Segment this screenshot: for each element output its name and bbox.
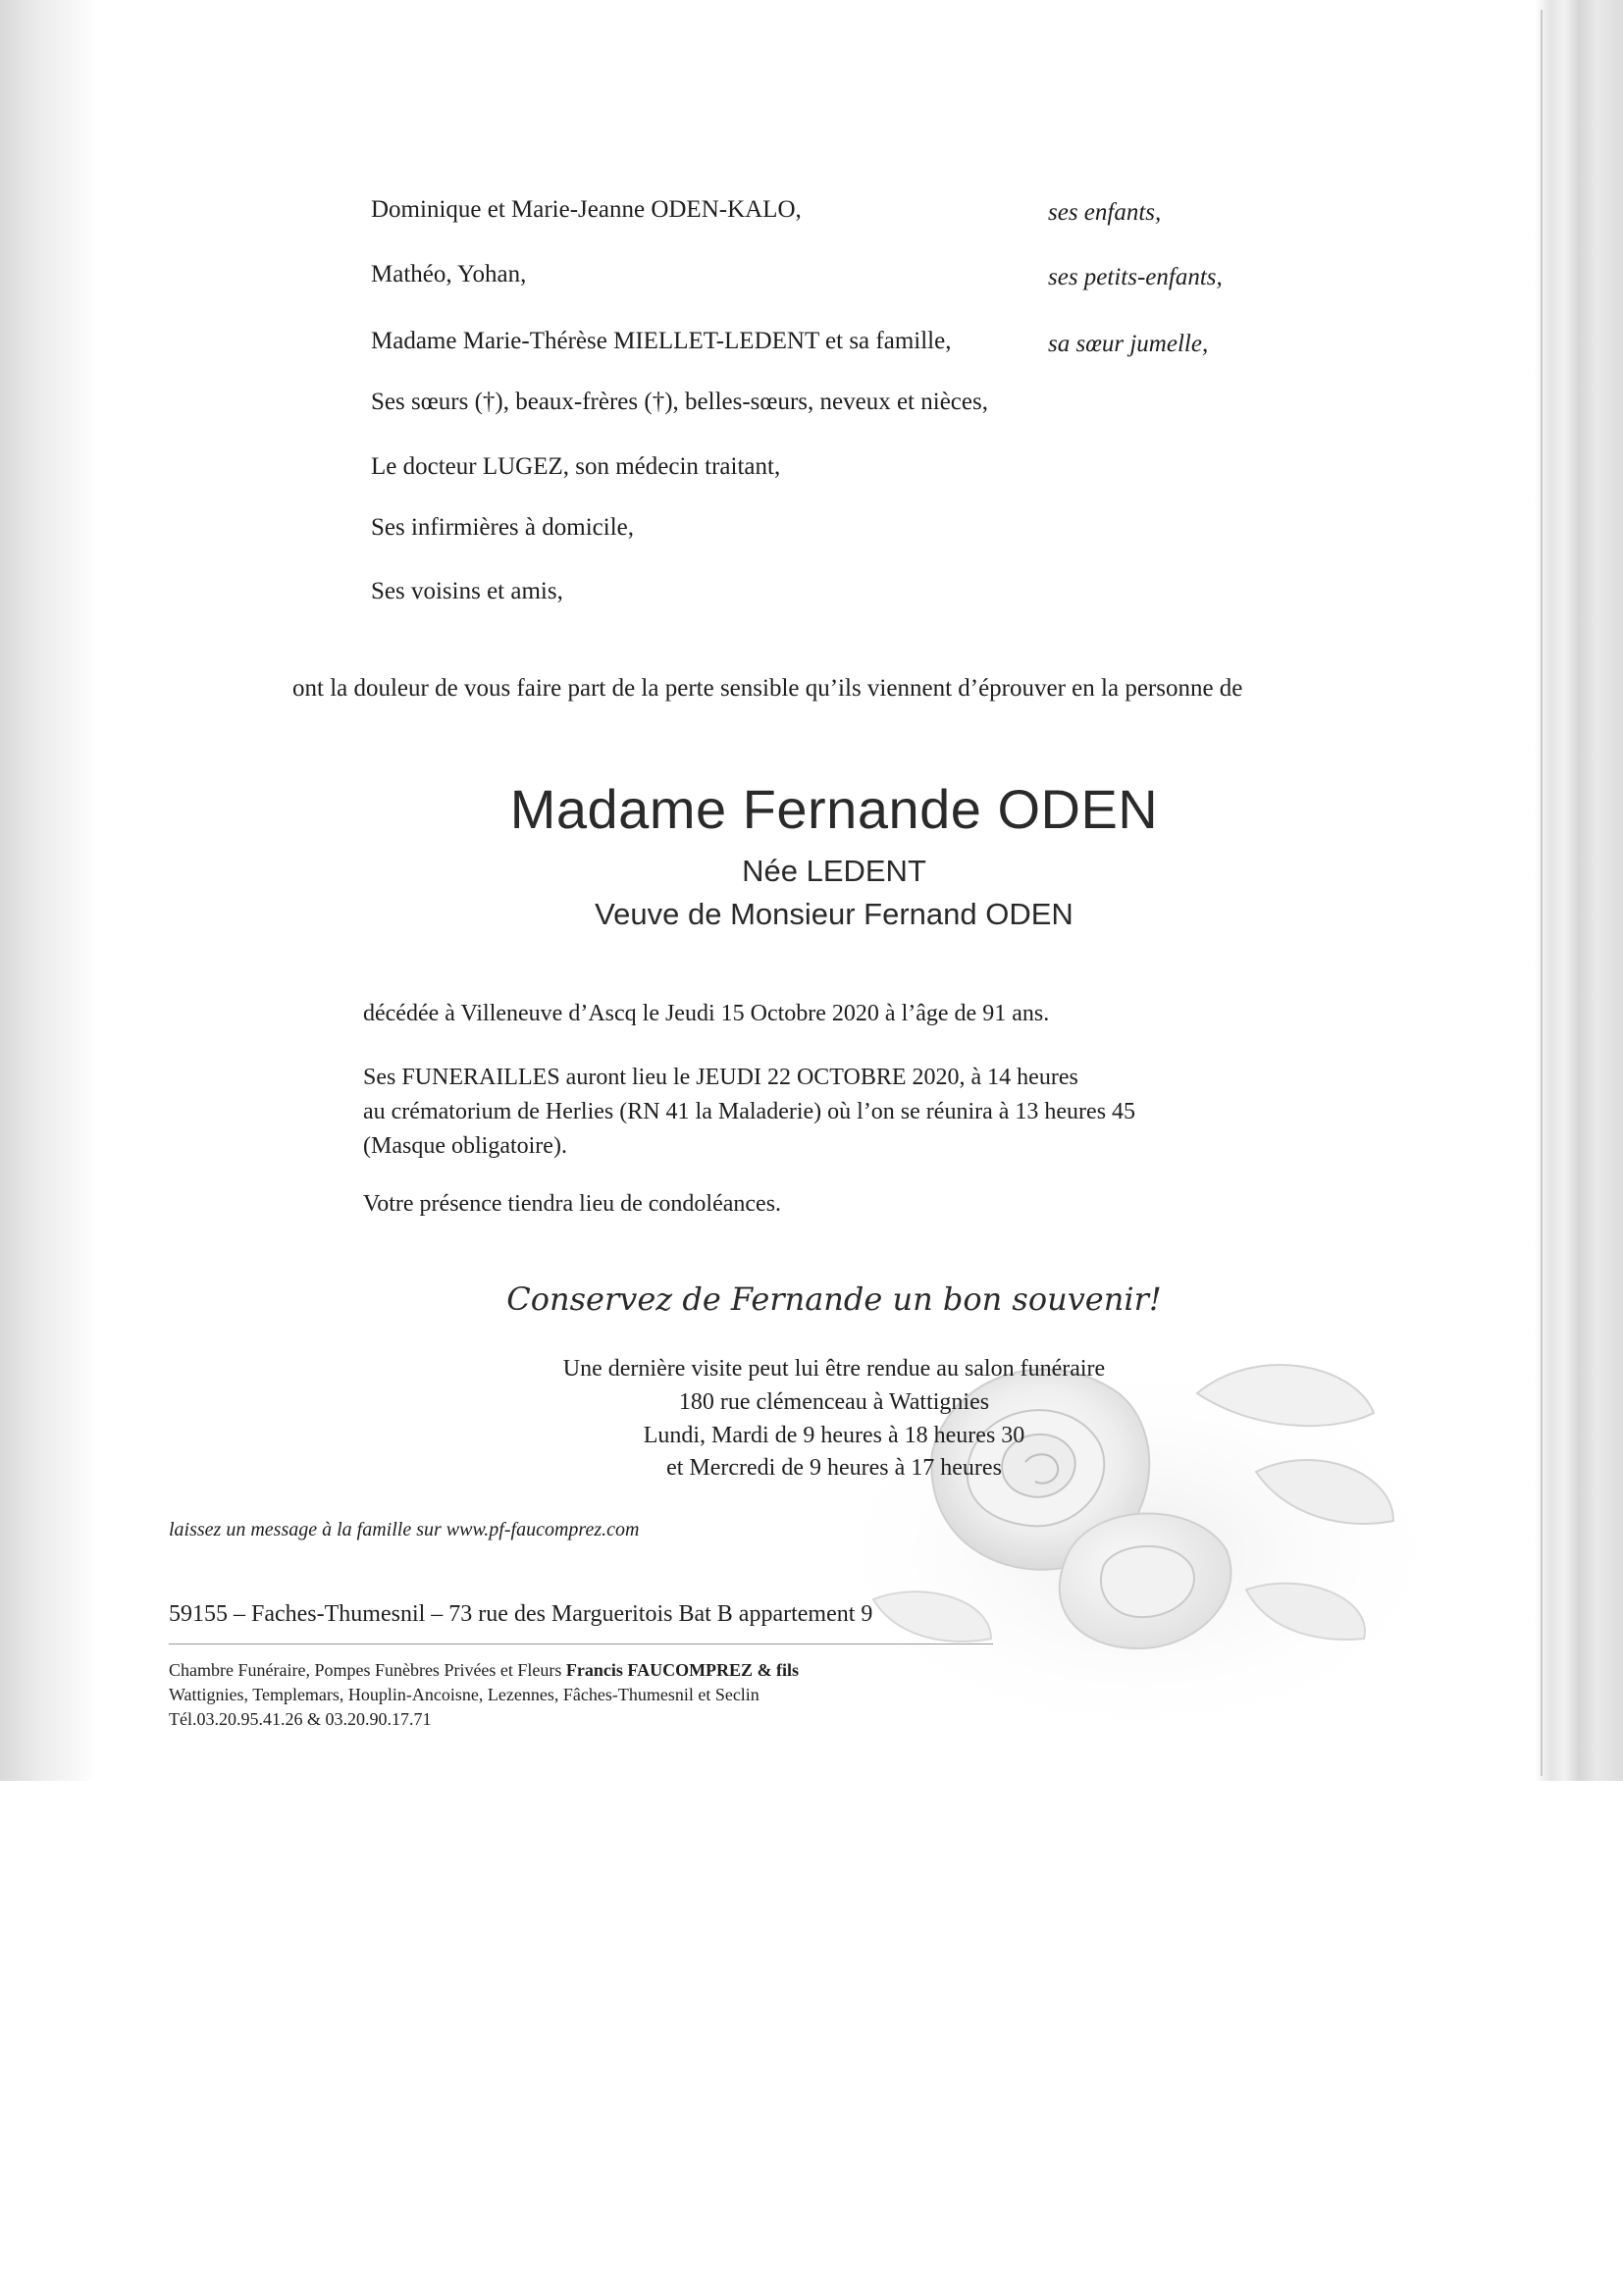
funeral-line-2: au crématorium de Herlies (RN 41 la Maladerie) où l’on se réunira à 13 heures 45 xyxy=(363,1099,1136,1124)
condolences-note: Votre présence tiendra lieu de condoléances. xyxy=(363,1191,782,1217)
signoff-script: Conservez de Fernande un bon souvenir! xyxy=(506,1280,1162,1318)
family-address: 59155 – Faches-Thumesnil – 73 rue des Margueritois Bat B appartement 9 xyxy=(169,1601,873,1627)
funeral-line-3: (Masque obligatoire). xyxy=(363,1133,567,1159)
family-line-nurses: Ses infirmières à domicile, xyxy=(371,514,634,541)
death-details: décédée à Villeneuve d’Ascq le Jeudi 15 Octobre 2020 à l’âge de 91 ans. xyxy=(363,1001,1050,1026)
footer-phone: Tél.03.20.95.41.26 & 03.20.90.17.71 xyxy=(169,1709,432,1729)
family-line-doctor: Le docteur LUGEZ, son médecin traitant, xyxy=(371,453,781,480)
scan-right-shadow xyxy=(1535,0,1623,1781)
role-grandchildren: ses petits-enfants, xyxy=(1048,264,1223,290)
footer-line-2: Wattignies, Templemars, Houplin-Ancoisne, Lezennes, Fâches-Thumesnil et Seclin xyxy=(169,1685,759,1704)
birth-name: Née LEDENT xyxy=(742,854,926,888)
family-line-grandchildren: Mathéo, Yohan, xyxy=(371,261,527,287)
footer-services: Chambre Funéraire, Pompes Funèbres Privées et Fleurs xyxy=(169,1660,562,1680)
deceased-name: Madame Fernande ODEN xyxy=(509,778,1159,840)
widow-of: Veuve de Monsieur Fernand ODEN xyxy=(595,897,1073,931)
scan-left-shadow xyxy=(0,0,98,1781)
family-line-neighbours: Ses voisins et amis, xyxy=(371,578,563,604)
family-line-children: Dominique et Marie-Jeanne ODEN-KALO, xyxy=(371,196,802,223)
family-line-twin-sister: Madame Marie-Thérèse MIELLET-LEDENT et sa famille, xyxy=(371,328,952,354)
visit-line-1: Une dernière visite peut lui être rendue au salon funéraire xyxy=(562,1356,1106,1382)
paper-edge xyxy=(1541,10,1543,1776)
visit-line-4: et Mercredi de 9 heures à 17 heures xyxy=(666,1455,1002,1481)
visit-line-2: 180 rue clémenceau à Wattignies xyxy=(678,1389,990,1415)
funeral-line-1: Ses FUNERAILLES auront lieu le JEUDI 22 OCTOBRE 2020, à 14 heures xyxy=(363,1065,1078,1090)
role-twin-sister: sa sœur jumelle, xyxy=(1048,331,1209,357)
footer-company: Francis FAUCOMPREZ & fils xyxy=(565,1660,800,1680)
visit-line-3: Lundi, Mardi de 9 heures à 18 heures 30 xyxy=(643,1423,1025,1448)
message-link-text: laissez un message à la famille sur www.pf-faucomprez.com xyxy=(169,1519,640,1540)
family-line-siblings: Ses sœurs (†), beaux-frères (†), belles-sœurs, neveux et nièces, xyxy=(371,389,988,415)
announcement-intro: ont la douleur de vous faire part de la perte sensible qu’ils viennent d’éprouver en la personne de xyxy=(292,675,1243,702)
footer-line-1 xyxy=(169,1660,799,1681)
role-children: ses enfants, xyxy=(1048,199,1162,226)
